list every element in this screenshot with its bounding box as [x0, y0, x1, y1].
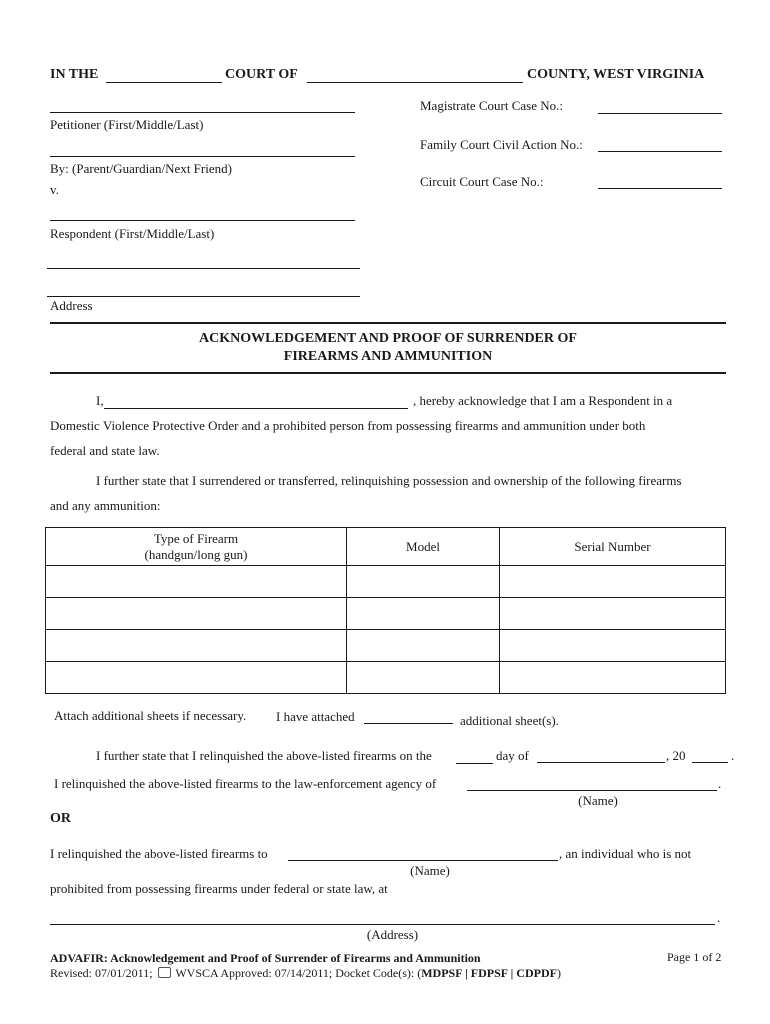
table-cell-type[interactable]	[46, 566, 347, 598]
agency-name-caption: (Name)	[578, 793, 618, 808]
header-in-the: IN THE	[50, 67, 99, 82]
guardian-name-field[interactable]	[50, 156, 355, 157]
footer-revised: Revised: 07/01/2011;	[50, 966, 153, 980]
footer-docket-codes: MDPSF | FDPSF | CDPDF	[421, 966, 557, 980]
footer-form-desc: : Acknowledgement and Proof of Surrender of Firearms and Ammunition	[103, 951, 481, 965]
title-bottom-rule	[50, 372, 726, 374]
table-cell-type[interactable]	[46, 662, 347, 694]
wvsca-seal-icon	[158, 967, 171, 978]
individual-name-field[interactable]	[288, 860, 558, 861]
year-field[interactable]	[692, 762, 728, 763]
or-label: OR	[50, 811, 71, 826]
table-cell-serial[interactable]	[500, 566, 726, 598]
table-cell-model[interactable]	[347, 662, 500, 694]
respondent-acknowledge-name-field[interactable]	[104, 408, 408, 409]
agency-text: I relinquished the above-listed firearms to the law-enforcement agency of	[54, 776, 437, 791]
table-cell-serial[interactable]	[500, 598, 726, 630]
table-cell-type[interactable]	[46, 598, 347, 630]
address-period: .	[717, 910, 721, 925]
agency-name-field[interactable]	[467, 790, 717, 791]
petitioner-name-field[interactable]	[50, 112, 355, 113]
versus-label: v.	[50, 182, 59, 197]
title-line-1: ACKNOWLEDGEMENT AND PROOF OF SURRENDER OF	[199, 331, 577, 346]
title-line-2: FIREARMS AND AMMUNITION	[283, 349, 493, 364]
individual-address-field[interactable]	[50, 924, 715, 925]
footer-close-paren: )	[556, 966, 561, 980]
footer-form-code: ADVAFIR	[50, 951, 104, 965]
circuit-court-field[interactable]	[598, 188, 722, 189]
firearms-table	[45, 527, 726, 694]
col-type-line2: (handgun/long gun)	[144, 546, 248, 562]
day-of-label: day of	[496, 748, 529, 763]
day-field[interactable]	[456, 763, 493, 764]
table-cell-model[interactable]	[347, 630, 500, 662]
table-row	[46, 662, 726, 694]
table-cell-serial[interactable]	[500, 662, 726, 694]
by-guardian-label: By: (Parent/Guardian/Next Friend)	[50, 161, 232, 176]
title-top-rule	[50, 322, 726, 324]
year-prefix: , 20	[666, 748, 686, 763]
date-period: .	[731, 748, 735, 763]
individual-name-caption: (Name)	[410, 863, 450, 878]
family-court-field[interactable]	[598, 151, 722, 152]
month-field[interactable]	[537, 762, 665, 763]
family-court-label: Family Court Civil Action No.:	[420, 137, 583, 152]
footer-revision	[50, 966, 561, 981]
additional-sheets-label: additional sheet(s).	[460, 713, 559, 728]
page-number: Page 1 of 2	[667, 950, 722, 964]
col-model-header: Model	[347, 528, 500, 566]
address-label: Address	[50, 298, 93, 313]
para1-line2: Domestic Violence Protective Order and a prohibited person from possessing firearms and ammunition under both	[50, 418, 646, 433]
para1-line3: federal and state law.	[50, 443, 160, 458]
table-header-row	[46, 528, 726, 566]
para1-end: , hereby acknowledge that I am a Respondent in a	[413, 393, 673, 408]
address-line-1-field[interactable]	[47, 268, 360, 269]
have-attached-label: I have attached	[276, 709, 355, 724]
table-cell-serial[interactable]	[500, 630, 726, 662]
header-county-wv: COUNTY, WEST VIRGINIA	[527, 67, 705, 82]
petitioner-label: Petitioner (First/Middle/Last)	[50, 117, 204, 132]
respondent-label: Respondent (First/Middle/Last)	[50, 226, 215, 241]
attach-sheets-note: Attach additional sheets if necessary.	[54, 708, 247, 723]
magistrate-case-field[interactable]	[598, 113, 722, 114]
footer-form-title	[50, 951, 481, 966]
circuit-court-label: Circuit Court Case No.:	[420, 174, 544, 189]
table-cell-model[interactable]	[347, 598, 500, 630]
address-caption: (Address)	[366, 927, 419, 942]
prohibited-text: prohibited from possessing firearms under federal or state law, at	[50, 881, 388, 896]
respondent-name-field[interactable]	[50, 220, 355, 221]
sheet-count-field[interactable]	[364, 723, 453, 724]
table-cell-type[interactable]	[46, 630, 347, 662]
court-type-field[interactable]	[106, 82, 222, 83]
footer-approved: WVSCA Approved: 07/14/2011; Docket Code(s): (	[175, 966, 422, 980]
individual-text: I relinquished the above-listed firearms to	[50, 846, 268, 861]
table-row	[46, 598, 726, 630]
address-line-2-field[interactable]	[47, 296, 360, 297]
col-serial-header: Serial Number	[500, 528, 726, 566]
table-row	[46, 630, 726, 662]
col-type-header	[46, 528, 347, 566]
para2-line2: and any ammunition:	[50, 498, 161, 513]
header-court-of: COURT OF	[225, 67, 298, 82]
county-name-field[interactable]	[307, 82, 523, 83]
para2-line1: I further state that I surrendered or transferred, relinquishing possession and ownership of the following firearms	[96, 473, 682, 488]
col-type-line1: Type of Firearm	[153, 530, 239, 546]
individual-end-text: , an individual who is not	[559, 846, 692, 861]
agency-period: .	[718, 776, 722, 791]
relinquished-on-text: I further state that I relinquished the above-listed firearms on the	[96, 748, 432, 763]
magistrate-case-label: Magistrate Court Case No.:	[420, 98, 563, 113]
para1-i: I,	[96, 393, 104, 408]
table-row	[46, 566, 726, 598]
table-cell-model[interactable]	[347, 566, 500, 598]
